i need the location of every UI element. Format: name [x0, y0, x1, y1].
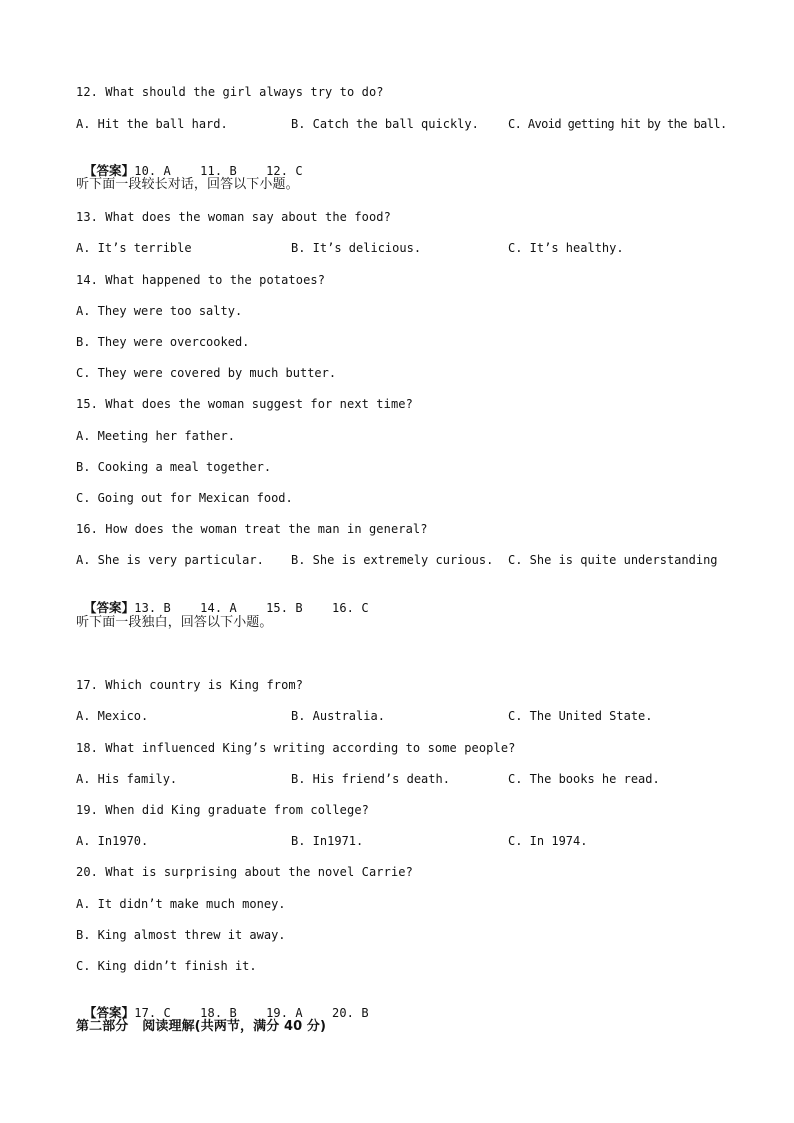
q13-option-b: B. It’s delicious. [291, 241, 422, 255]
q16-option-b: B. She is extremely curious. [291, 553, 494, 567]
q18-option-c: C. The books he read. [508, 772, 660, 786]
q13-option-a: A. It’s terrible [76, 241, 192, 255]
question-20: 20. What is surprising about the novel Carrie? [76, 865, 413, 879]
answer-key-3 [76, 989, 369, 1021]
q20-option-c: C. King didn’t finish it. [76, 959, 257, 973]
q20-option-a: A. It didn’t make much money. [76, 897, 286, 911]
section-instruction-monologue: 听下面一段独白，回答以下小题。 [76, 615, 273, 630]
answer-key-1 [76, 147, 303, 179]
q18-option-a: A. His family. [76, 772, 178, 786]
question-13: 13. What does the woman say about the food? [76, 210, 391, 224]
question-15: 15. What does the woman suggest for next time? [76, 397, 413, 411]
answer-values: 13. B 14. A 15. B 16. C [134, 601, 369, 615]
question-17: 17. Which country is King from? [76, 678, 304, 692]
q13-option-c: C. It’s healthy. [508, 241, 624, 255]
q12-option-c: C. Avoid getting hit by the ball. [508, 117, 727, 131]
answer-values: 17. C 18. B 19. A 20. B [134, 1006, 369, 1020]
question-16: 16. How does the woman treat the man in general? [76, 522, 428, 536]
q14-option-c: C. They were covered by much butter. [76, 366, 337, 380]
question-12: 12. What should the girl always try to do? [76, 85, 384, 99]
question-18: 18. What influenced King’s writing according to some people? [76, 741, 516, 755]
q14-option-b: B. They were overcooked. [76, 335, 250, 349]
q15-option-c: C. Going out for Mexican food. [76, 491, 293, 505]
question-14: 14. What happened to the potatoes? [76, 273, 326, 287]
q17-option-a: A. Mexico. [76, 709, 149, 723]
q15-option-a: A. Meeting her father. [76, 429, 235, 443]
q16-option-a: A. She is very particular. [76, 553, 264, 567]
q14-option-a: A. They were too salty. [76, 304, 243, 318]
q19-option-b: B. In1971. [291, 834, 364, 848]
q19-option-a: A. In1970. [76, 834, 149, 848]
section-instruction-dialogue: 听下面一段较长对话，回答以下小题。 [76, 177, 299, 192]
q12-option-a: A. Hit the ball hard. [76, 117, 228, 131]
q12-option-b: B. Catch the ball quickly. [291, 117, 479, 131]
answer-key-2 [76, 584, 369, 616]
section-heading-reading: 第二部分 阅读理解(共两节，满分 40 分) [76, 1019, 327, 1034]
q20-option-b: B. King almost threw it away. [76, 928, 286, 942]
q17-option-b: B. Australia. [291, 709, 385, 723]
q19-option-c: C. In 1974. [508, 834, 588, 848]
q15-option-b: B. Cooking a meal together. [76, 460, 272, 474]
answer-label: 【答案】 [83, 1005, 135, 1020]
answer-values: 10. A 11. B 12. C [134, 164, 303, 178]
q17-option-c: C. The United State. [508, 709, 653, 723]
q18-option-b: B. His friend’s death. [291, 772, 450, 786]
answer-label: 【答案】 [83, 600, 135, 615]
answer-label: 【答案】 [83, 163, 135, 178]
q16-option-c: C. She is quite understanding [508, 553, 718, 567]
question-19: 19. When did King graduate from college? [76, 803, 369, 817]
